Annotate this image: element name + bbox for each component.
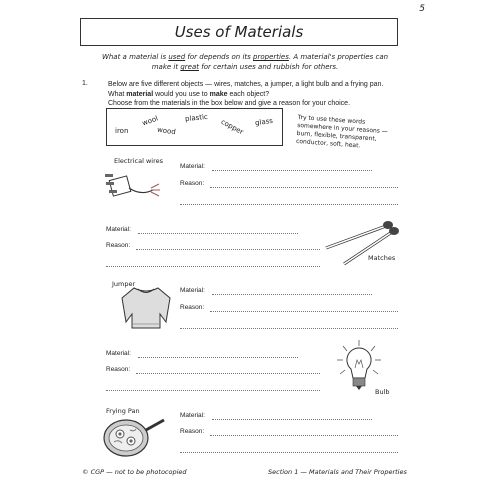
jumper-reason-label: Reason:: [180, 304, 205, 311]
page-number: 5: [419, 4, 425, 14]
intro-part: What a material is: [101, 53, 169, 61]
question-line-1: Below are five different objects — wires, matches, a jumper, a light bulb and a frying pan.: [108, 81, 384, 88]
question-line-3: Choose from the materials in the box below and give a reason for your choice.: [108, 100, 351, 107]
question-text: [108, 80, 438, 109]
material-word: wool: [141, 114, 160, 128]
matches-reason-label: Reason:: [106, 242, 131, 249]
wires-material-line[interactable]: [212, 170, 372, 171]
bulb-material-label: Material:: [106, 350, 131, 357]
jumper-reason-line-2[interactable]: [180, 328, 398, 329]
q-bold-material: material: [126, 90, 154, 98]
q-bold-make: make: [209, 90, 228, 98]
matches-material-label: Material:: [106, 226, 131, 233]
intro-properties: properties: [253, 53, 289, 61]
hint-text: Try to use these words somewhere in your reasons — burn, flexible, transparent, conductor, soft, heat.: [295, 114, 389, 150]
bulb-material-line[interactable]: [138, 357, 298, 358]
pan-reason-line[interactable]: [210, 435, 398, 436]
jumper-label: Jumper: [112, 280, 136, 288]
intro-text: [95, 52, 395, 72]
matches-material-line[interactable]: [138, 233, 298, 234]
q-part: would you use to: [153, 90, 210, 98]
footer-left: © CGP — not to be photocopied: [82, 468, 187, 476]
material-word: iron: [115, 127, 129, 135]
intro-great: great: [180, 63, 200, 71]
question-number: 1.: [82, 80, 88, 87]
bulb-reason-line[interactable]: [136, 373, 320, 374]
jumper-reason-line[interactable]: [210, 311, 398, 312]
matches-reason-line[interactable]: [136, 249, 320, 250]
intro-part: . A material's properties can make it: [151, 53, 389, 71]
q-part: each object?: [227, 90, 270, 98]
wires-label: Electrical wires: [114, 157, 163, 165]
intro-part: for certain uses and rubbish for others.: [199, 63, 339, 71]
plug-icon: [103, 168, 163, 208]
intro-used: used: [168, 53, 186, 61]
pan-reason-label: Reason:: [180, 428, 205, 435]
frying-pan-icon: [100, 414, 166, 462]
q-part: What: [108, 90, 127, 98]
page-title: Uses of Materials: [174, 23, 304, 41]
jumper-icon: [118, 284, 174, 330]
intro-part: for depends on its: [185, 53, 254, 61]
wires-reason-line-2[interactable]: [180, 204, 398, 205]
wires-reason-label: Reason:: [180, 180, 205, 187]
jumper-material-label: Material:: [180, 287, 205, 294]
pan-label: Frying Pan: [106, 407, 140, 415]
material-word: glass: [254, 116, 274, 128]
matches-label: Matches: [368, 254, 396, 262]
pan-material-line[interactable]: [212, 419, 372, 420]
material-word: wood: [156, 125, 177, 137]
jumper-material-line[interactable]: [212, 294, 372, 295]
materials-box: [106, 108, 283, 146]
wires-reason-line[interactable]: [210, 187, 398, 188]
footer-right: Section 1 — Materials and Their Properties: [268, 468, 407, 476]
material-word: copper: [219, 117, 245, 137]
material-word: plastic: [184, 112, 209, 124]
bulb-reason-line-2[interactable]: [106, 390, 320, 391]
wires-material-label: Material:: [180, 163, 205, 170]
bulb-reason-label: Reason:: [106, 366, 131, 373]
title-box: [80, 18, 398, 46]
pan-reason-line-2[interactable]: [180, 452, 398, 453]
pan-material-label: Material:: [180, 412, 205, 419]
question-line-2: [108, 90, 438, 100]
bulb-label: Bulb: [375, 388, 390, 396]
matches-reason-line-2[interactable]: [106, 266, 320, 267]
